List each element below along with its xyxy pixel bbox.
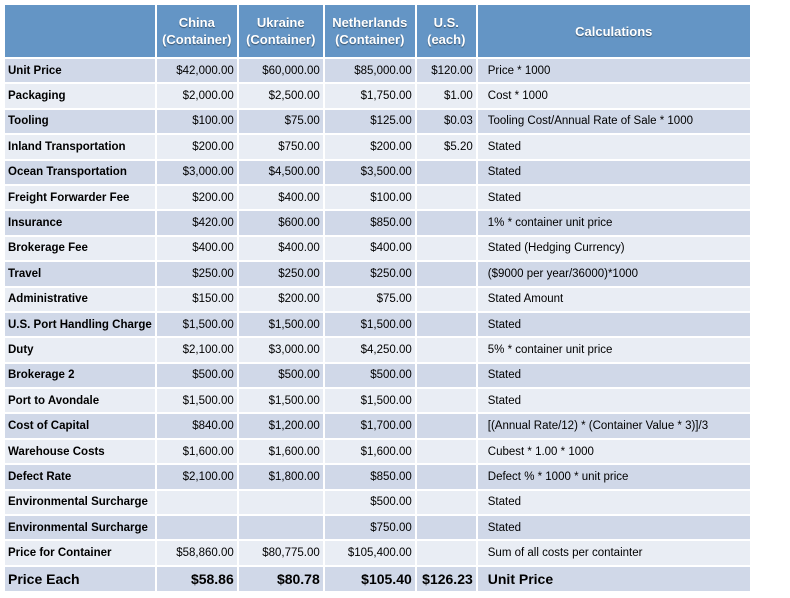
us-cell: $126.23 xyxy=(417,567,476,591)
table-row xyxy=(5,313,750,336)
header-ukraine xyxy=(239,5,323,57)
china-cell: $200.00 xyxy=(157,186,237,209)
netherlands-cell: $1,500.00 xyxy=(325,389,415,412)
calculation-cell: ($9000 per year/36000)*1000 xyxy=(478,262,750,285)
ukraine-cell: $4,500.00 xyxy=(239,161,323,184)
table-row xyxy=(5,364,750,387)
ukraine-cell: $400.00 xyxy=(239,186,323,209)
china-cell: $500.00 xyxy=(157,364,237,387)
china-cell: $2,100.00 xyxy=(157,338,237,361)
us-cell xyxy=(417,211,476,234)
us-cell xyxy=(417,465,476,488)
row-label: U.S. Port Handling Charge xyxy=(5,313,155,336)
netherlands-cell: $200.00 xyxy=(325,135,415,158)
header-calculations xyxy=(478,5,750,57)
calculation-cell: Stated xyxy=(478,161,750,184)
ukraine-cell: $400.00 xyxy=(239,237,323,260)
us-cell xyxy=(417,541,476,564)
header-line: U.S. xyxy=(433,15,459,30)
ukraine-cell: $600.00 xyxy=(239,211,323,234)
netherlands-cell: $85,000.00 xyxy=(325,59,415,82)
calculation-cell: Stated xyxy=(478,389,750,412)
calculation-cell: Stated xyxy=(478,135,750,158)
ukraine-cell: $3,000.00 xyxy=(239,338,323,361)
ukraine-cell: $1,200.00 xyxy=(239,414,323,437)
china-cell xyxy=(157,491,237,514)
ukraine-cell: $1,800.00 xyxy=(239,465,323,488)
ukraine-cell: $200.00 xyxy=(239,288,323,311)
china-cell: $2,000.00 xyxy=(157,84,237,107)
calculation-cell: [(Annual Rate/12) * (Container Value * 3)]/3 xyxy=(478,414,750,437)
china-cell xyxy=(157,516,237,539)
header-line: Calculations xyxy=(575,23,653,39)
row-label: Unit Price xyxy=(5,59,155,82)
calculation-cell: Sum of all costs per containter xyxy=(478,541,750,564)
table-row xyxy=(5,541,750,564)
row-label: Duty xyxy=(5,338,155,361)
us-cell: $0.03 xyxy=(417,110,476,133)
china-cell: $2,100.00 xyxy=(157,465,237,488)
china-cell: $58.86 xyxy=(157,567,237,591)
table-body xyxy=(5,59,750,591)
header-line: (Container) xyxy=(246,32,316,47)
calculation-cell: Stated xyxy=(478,491,750,514)
table-row xyxy=(5,491,750,514)
row-label: Brokerage 2 xyxy=(5,364,155,387)
us-cell xyxy=(417,237,476,260)
netherlands-cell: $1,600.00 xyxy=(325,440,415,463)
row-label: Price for Container xyxy=(5,541,155,564)
calculation-cell: Cubest * 1.00 * 1000 xyxy=(478,440,750,463)
header-us xyxy=(417,5,476,57)
netherlands-cell: $125.00 xyxy=(325,110,415,133)
netherlands-cell: $750.00 xyxy=(325,516,415,539)
ukraine-cell: $1,500.00 xyxy=(239,389,323,412)
netherlands-cell: $250.00 xyxy=(325,262,415,285)
calculation-cell: 1% * container unit price xyxy=(478,211,750,234)
netherlands-cell: $1,750.00 xyxy=(325,84,415,107)
calculation-cell: Stated Amount xyxy=(478,288,750,311)
row-label: Administrative xyxy=(5,288,155,311)
table-row xyxy=(5,84,750,107)
us-cell xyxy=(417,440,476,463)
us-cell: $1.00 xyxy=(417,84,476,107)
netherlands-cell: $1,500.00 xyxy=(325,313,415,336)
us-cell xyxy=(417,313,476,336)
netherlands-cell: $75.00 xyxy=(325,288,415,311)
china-cell: $1,500.00 xyxy=(157,313,237,336)
header-line: (Container) xyxy=(162,32,232,47)
us-cell xyxy=(417,491,476,514)
us-cell xyxy=(417,516,476,539)
calculation-cell: Cost * 1000 xyxy=(478,84,750,107)
table-row xyxy=(5,186,750,209)
netherlands-cell: $4,250.00 xyxy=(325,338,415,361)
ukraine-cell: $75.00 xyxy=(239,110,323,133)
ukraine-cell: $60,000.00 xyxy=(239,59,323,82)
table-row xyxy=(5,110,750,133)
row-label: Cost of Capital xyxy=(5,414,155,437)
table-row xyxy=(5,414,750,437)
table-row xyxy=(5,389,750,412)
us-cell xyxy=(417,262,476,285)
netherlands-cell: $105,400.00 xyxy=(325,541,415,564)
row-label: Freight Forwarder Fee xyxy=(5,186,155,209)
ukraine-cell: $80,775.00 xyxy=(239,541,323,564)
table-row xyxy=(5,161,750,184)
china-cell: $150.00 xyxy=(157,288,237,311)
row-label: Ocean Transportation xyxy=(5,161,155,184)
table-row xyxy=(5,338,750,361)
row-label: Environmental Surcharge xyxy=(5,516,155,539)
calculation-cell: Stated xyxy=(478,186,750,209)
us-cell xyxy=(417,364,476,387)
us-cell: $120.00 xyxy=(417,59,476,82)
us-cell: $5.20 xyxy=(417,135,476,158)
us-cell xyxy=(417,161,476,184)
netherlands-cell: $850.00 xyxy=(325,211,415,234)
calculation-cell: Stated xyxy=(478,364,750,387)
row-label: Warehouse Costs xyxy=(5,440,155,463)
calculation-cell: Stated xyxy=(478,313,750,336)
netherlands-cell: $500.00 xyxy=(325,364,415,387)
us-cell xyxy=(417,186,476,209)
row-label: Inland Transportation xyxy=(5,135,155,158)
china-cell: $58,860.00 xyxy=(157,541,237,564)
row-label: Price Each xyxy=(5,567,155,591)
calculation-cell: 5% * container unit price xyxy=(478,338,750,361)
row-label: Packaging xyxy=(5,84,155,107)
table-row xyxy=(5,288,750,311)
ukraine-cell: $500.00 xyxy=(239,364,323,387)
header-line: China xyxy=(178,15,215,30)
table-row xyxy=(5,465,750,488)
china-cell: $840.00 xyxy=(157,414,237,437)
us-cell xyxy=(417,338,476,361)
calculation-cell: Unit Price xyxy=(478,567,750,591)
netherlands-cell: $400.00 xyxy=(325,237,415,260)
row-label: Tooling xyxy=(5,110,155,133)
cost-comparison-table xyxy=(3,3,752,593)
netherlands-cell: $1,700.00 xyxy=(325,414,415,437)
china-cell: $1,600.00 xyxy=(157,440,237,463)
calculation-cell: Stated (Hedging Currency) xyxy=(478,237,750,260)
china-cell: $3,000.00 xyxy=(157,161,237,184)
netherlands-cell: $105.40 xyxy=(325,567,415,591)
us-cell xyxy=(417,414,476,437)
china-cell: $100.00 xyxy=(157,110,237,133)
table-row xyxy=(5,262,750,285)
ukraine-cell xyxy=(239,491,323,514)
header-blank xyxy=(5,5,155,57)
ukraine-cell xyxy=(239,516,323,539)
row-label: Environmental Surcharge xyxy=(5,491,155,514)
header-line: (Container) xyxy=(335,32,405,47)
row-label: Defect Rate xyxy=(5,465,155,488)
netherlands-cell: $100.00 xyxy=(325,186,415,209)
ukraine-cell: $750.00 xyxy=(239,135,323,158)
us-cell xyxy=(417,389,476,412)
china-cell: $250.00 xyxy=(157,262,237,285)
table-row xyxy=(5,211,750,234)
table-row xyxy=(5,516,750,539)
table-row xyxy=(5,440,750,463)
ukraine-cell: $250.00 xyxy=(239,262,323,285)
table-row xyxy=(5,135,750,158)
header-line: (each) xyxy=(427,32,466,47)
row-label: Travel xyxy=(5,262,155,285)
china-cell: $420.00 xyxy=(157,211,237,234)
total-row xyxy=(5,567,750,591)
header-netherlands xyxy=(325,5,415,57)
row-label: Brokerage Fee xyxy=(5,237,155,260)
china-cell: $1,500.00 xyxy=(157,389,237,412)
header-china xyxy=(157,5,237,57)
row-label: Port to Avondale xyxy=(5,389,155,412)
header-line: Ukraine xyxy=(256,15,305,30)
us-cell xyxy=(417,288,476,311)
ukraine-cell: $1,500.00 xyxy=(239,313,323,336)
calculation-cell: Defect % * 1000 * unit price xyxy=(478,465,750,488)
china-cell: $42,000.00 xyxy=(157,59,237,82)
ukraine-cell: $2,500.00 xyxy=(239,84,323,107)
netherlands-cell: $3,500.00 xyxy=(325,161,415,184)
calculation-cell: Tooling Cost/Annual Rate of Sale * 1000 xyxy=(478,110,750,133)
china-cell: $200.00 xyxy=(157,135,237,158)
row-label: Insurance xyxy=(5,211,155,234)
calculation-cell: Price * 1000 xyxy=(478,59,750,82)
header-line: Netherlands xyxy=(332,15,408,30)
netherlands-cell: $500.00 xyxy=(325,491,415,514)
calculation-cell: Stated xyxy=(478,516,750,539)
netherlands-cell: $850.00 xyxy=(325,465,415,488)
ukraine-cell: $80.78 xyxy=(239,567,323,591)
header-row xyxy=(5,5,750,57)
china-cell: $400.00 xyxy=(157,237,237,260)
ukraine-cell: $1,600.00 xyxy=(239,440,323,463)
table-row xyxy=(5,237,750,260)
table-row xyxy=(5,59,750,82)
